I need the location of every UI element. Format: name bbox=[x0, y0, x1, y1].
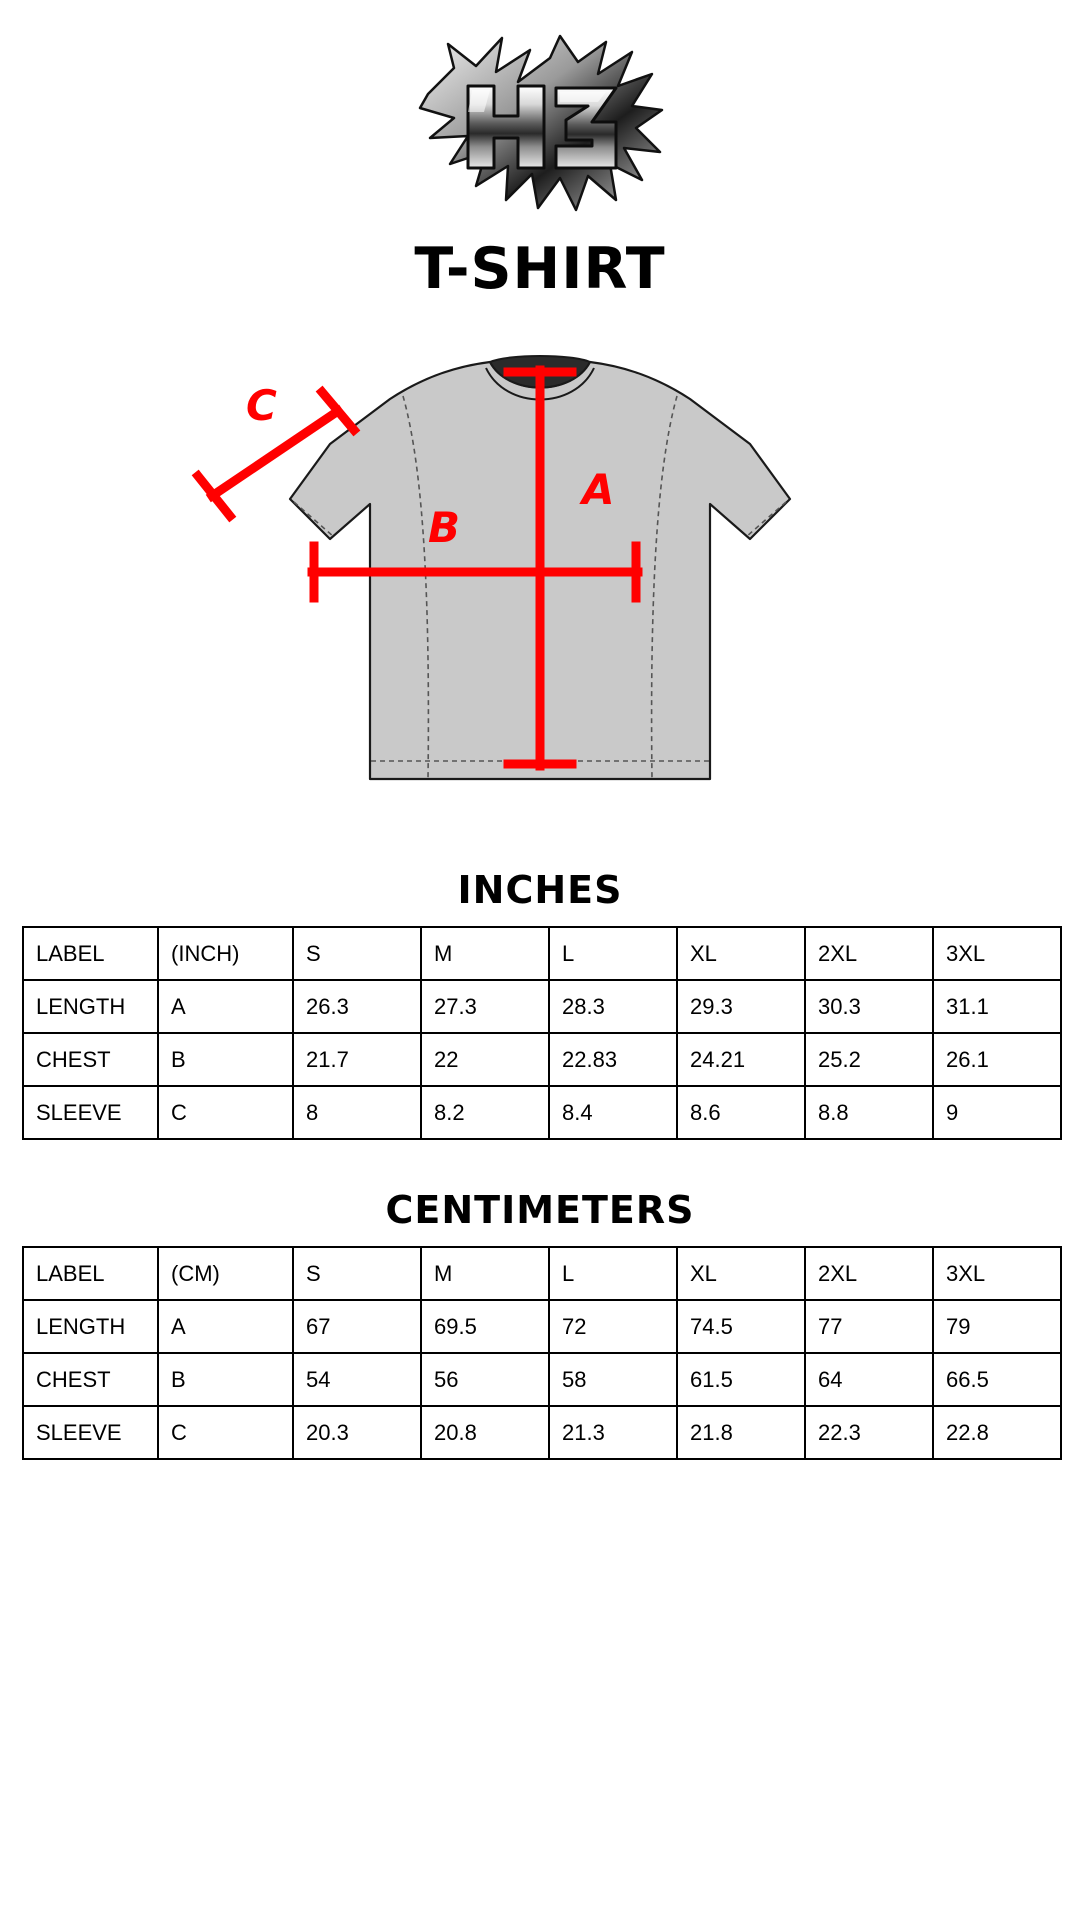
cell: 28.3 bbox=[549, 980, 677, 1033]
row-label: CHEST bbox=[23, 1353, 158, 1406]
cell: 21.7 bbox=[293, 1033, 421, 1086]
cell: 22 bbox=[421, 1033, 549, 1086]
column-header: S bbox=[293, 927, 421, 980]
row-label: LENGTH bbox=[23, 980, 158, 1033]
cell: 56 bbox=[421, 1353, 549, 1406]
column-header: (INCH) bbox=[158, 927, 293, 980]
cell: 22.83 bbox=[549, 1033, 677, 1086]
cell: 69.5 bbox=[421, 1300, 549, 1353]
cell: 66.5 bbox=[933, 1353, 1061, 1406]
brand-logo bbox=[0, 0, 1080, 230]
cell: 30.3 bbox=[805, 980, 933, 1033]
cell: 26.3 bbox=[293, 980, 421, 1033]
label-a: A bbox=[582, 465, 615, 514]
table-row bbox=[23, 1300, 1061, 1353]
cell: 22.3 bbox=[805, 1406, 933, 1459]
row-code: B bbox=[158, 1353, 293, 1406]
table-row bbox=[23, 1353, 1061, 1406]
row-code: A bbox=[158, 1300, 293, 1353]
cell: 26.1 bbox=[933, 1033, 1061, 1086]
page-title: T-SHIRT bbox=[414, 236, 666, 302]
table-row bbox=[23, 1406, 1061, 1459]
centimeters-table bbox=[22, 1246, 1062, 1460]
column-header: LABEL bbox=[23, 927, 158, 980]
row-label: LENGTH bbox=[23, 1300, 158, 1353]
column-header: 3XL bbox=[933, 1247, 1061, 1300]
row-code: C bbox=[158, 1406, 293, 1459]
column-header: M bbox=[421, 927, 549, 980]
cell: 22.8 bbox=[933, 1406, 1061, 1459]
table-header-row bbox=[23, 927, 1061, 980]
cell: 61.5 bbox=[677, 1353, 805, 1406]
column-header: L bbox=[549, 927, 677, 980]
cell: 8.2 bbox=[421, 1086, 549, 1139]
centimeters-heading: CENTIMETERS bbox=[385, 1188, 695, 1232]
cell: 20.8 bbox=[421, 1406, 549, 1459]
row-label: SLEEVE bbox=[23, 1086, 158, 1139]
row-label: SLEEVE bbox=[23, 1406, 158, 1459]
column-header: XL bbox=[677, 927, 805, 980]
table-row bbox=[23, 980, 1061, 1033]
column-header: L bbox=[549, 1247, 677, 1300]
cell: 79 bbox=[933, 1300, 1061, 1353]
cell: 77 bbox=[805, 1300, 933, 1353]
row-code: C bbox=[158, 1086, 293, 1139]
tshirt-diagram bbox=[0, 324, 1080, 844]
column-header: LABEL bbox=[23, 1247, 158, 1300]
column-header: 3XL bbox=[933, 927, 1061, 980]
column-header: XL bbox=[677, 1247, 805, 1300]
row-code: A bbox=[158, 980, 293, 1033]
cell: 25.2 bbox=[805, 1033, 933, 1086]
centimeters-section bbox=[0, 1188, 1080, 1460]
inches-section bbox=[0, 868, 1080, 1140]
cell: 74.5 bbox=[677, 1300, 805, 1353]
column-header: S bbox=[293, 1247, 421, 1300]
table-row bbox=[23, 1086, 1061, 1139]
tshirt-illustration-icon bbox=[190, 324, 890, 824]
column-header: M bbox=[421, 1247, 549, 1300]
cell: 21.8 bbox=[677, 1406, 805, 1459]
cell: 31.1 bbox=[933, 980, 1061, 1033]
cell: 8.8 bbox=[805, 1086, 933, 1139]
cell: 64 bbox=[805, 1353, 933, 1406]
cell: 9 bbox=[933, 1086, 1061, 1139]
cell: 72 bbox=[549, 1300, 677, 1353]
cell: 8.6 bbox=[677, 1086, 805, 1139]
cell: 54 bbox=[293, 1353, 421, 1406]
h3-logo-icon bbox=[410, 28, 670, 218]
column-header: 2XL bbox=[805, 1247, 933, 1300]
table-header-row bbox=[23, 1247, 1061, 1300]
cell: 67 bbox=[293, 1300, 421, 1353]
cell: 58 bbox=[549, 1353, 677, 1406]
cell: 8.4 bbox=[549, 1086, 677, 1139]
label-b: B bbox=[428, 503, 461, 552]
cell: 20.3 bbox=[293, 1406, 421, 1459]
row-code: B bbox=[158, 1033, 293, 1086]
table-row bbox=[23, 1033, 1061, 1086]
label-c: C bbox=[246, 381, 277, 430]
column-header: (CM) bbox=[158, 1247, 293, 1300]
cell: 8 bbox=[293, 1086, 421, 1139]
inches-heading: INCHES bbox=[457, 868, 623, 912]
inches-table bbox=[22, 926, 1062, 1140]
cell: 27.3 bbox=[421, 980, 549, 1033]
cell: 29.3 bbox=[677, 980, 805, 1033]
column-header: 2XL bbox=[805, 927, 933, 980]
row-label: CHEST bbox=[23, 1033, 158, 1086]
cell: 21.3 bbox=[549, 1406, 677, 1459]
cell: 24.21 bbox=[677, 1033, 805, 1086]
